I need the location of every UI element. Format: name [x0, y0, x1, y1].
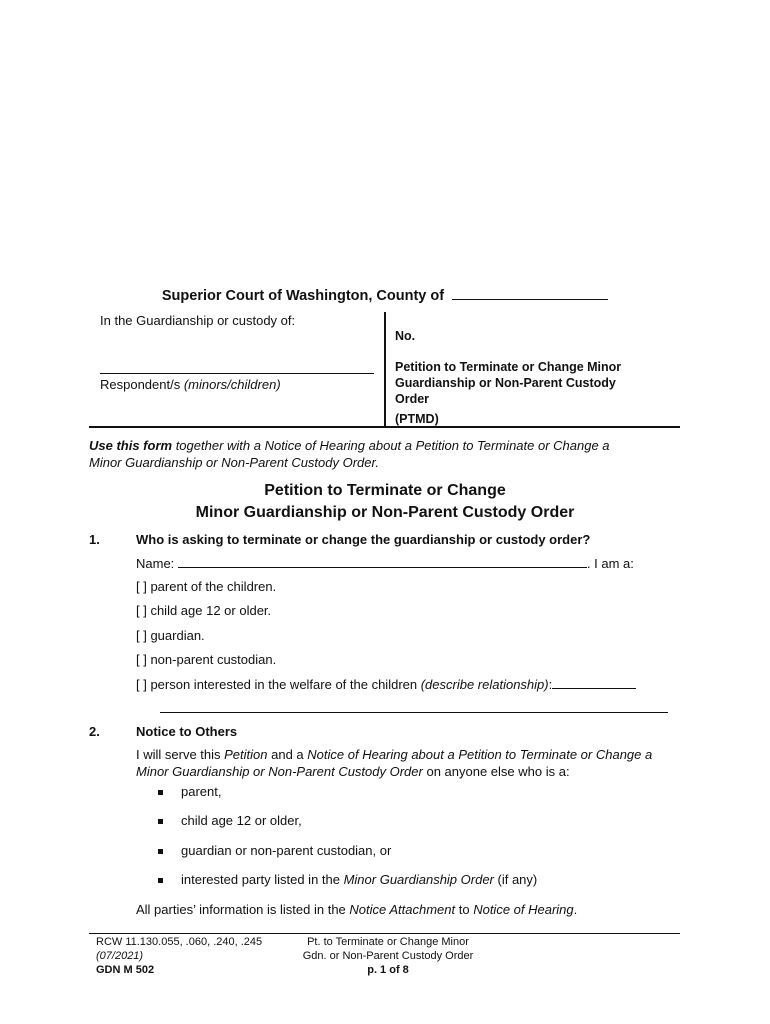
bullet-child: child age 12 or older, — [181, 813, 302, 828]
respondent-label: Respondent/s (minors/children) — [100, 377, 281, 392]
form-title-line2: Minor Guardianship or Non-Parent Custody Order — [195, 504, 575, 521]
relationship-line[interactable] — [552, 676, 636, 689]
case-number-label: No. — [395, 329, 416, 343]
bullet-parent: parent, — [181, 784, 222, 799]
bullet-guardian: guardian or non-parent custodian, or — [181, 843, 392, 858]
section2-heading: Notice to Others — [136, 724, 238, 739]
caption-title: Petition to Terminate or Change Minor Guardianship or Non-Parent Custody Order — [395, 360, 622, 406]
caption-in-the: In the Guardianship or custody of: — [100, 313, 296, 328]
option-parent[interactable]: [ ] parent of the children. — [136, 579, 277, 594]
form-code: (PTMD) — [395, 412, 439, 426]
footer-form-id: GDN M 502 — [96, 964, 155, 976]
relationship-line-2[interactable] — [160, 712, 668, 713]
bullet-icon — [158, 878, 163, 883]
footer-page-number: p. 1 of 8 — [367, 964, 409, 976]
option-non-parent-custodian[interactable]: [ ] non-parent custodian. — [136, 652, 277, 667]
court-header — [0, 287, 770, 304]
form-title-line1: Petition to Terminate or Change — [264, 482, 506, 499]
section1-question: Who is asking to terminate or change the guardianship or custody order? — [136, 532, 591, 547]
intro-text: Use this form together with a Notice of Hearing about a Petition to Terminate or Change a Minor Guardianship or Non-Parent Custody Order. — [89, 438, 610, 470]
footer-date: (07/2021) — [96, 950, 144, 962]
bullet-interested-party: interested party listed in the Minor Guardianship Order (if any) — [181, 872, 538, 887]
court-name: Superior Court of Washington, County of — [161, 288, 445, 304]
respondent-name-line — [100, 373, 374, 374]
footer-rcw: RCW 11.130.055, .060, .240, .245 — [96, 936, 263, 948]
bullet-icon — [158, 849, 163, 854]
option-child-12[interactable]: [ ] child age 12 or older. — [136, 603, 272, 618]
section2-number: 2. — [89, 724, 100, 739]
caption-divider-vertical — [384, 312, 386, 428]
county-blank-line — [452, 287, 608, 300]
bullet-icon — [158, 819, 163, 824]
footer-left — [96, 935, 262, 977]
footer-center: Pt. to Terminate or Change Minor Gdn. or Non-Parent Custody Order p. 1 of 8 — [288, 935, 488, 977]
footer-rule — [89, 933, 680, 934]
name-field-line[interactable] — [178, 555, 587, 568]
section2-para-line1: I will serve this Petition and a Notice of Hearing about a Petition to Terminate or Change a — [136, 747, 653, 762]
option-interested-person[interactable]: [ ] person interested in the welfare of the children (describe relationship): — [136, 676, 636, 692]
caption-divider-horizontal — [89, 426, 680, 428]
parties-info: All parties’ information is listed in the Notice Attachment to Notice of Hearing. — [136, 902, 578, 917]
name-row: Name: . I am a: — [136, 556, 634, 571]
section2-para-line2: Minor Guardianship or Non-Parent Custody Order on anyone else who is a: — [136, 764, 570, 779]
bullet-icon — [158, 790, 163, 795]
option-guardian[interactable]: [ ] guardian. — [136, 628, 205, 643]
section1-number: 1. — [89, 532, 100, 547]
